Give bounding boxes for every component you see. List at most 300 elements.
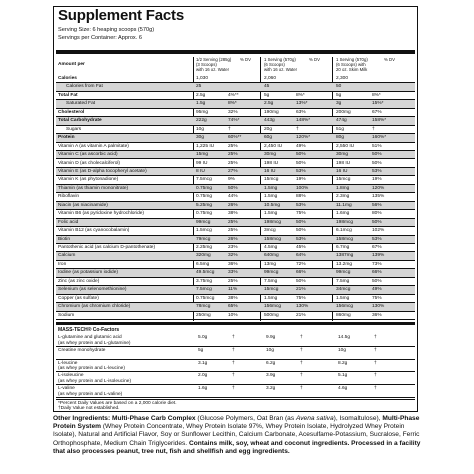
amount-half-serving: 1.5g [196,101,206,107]
dv-half-serving: 38% [228,211,238,217]
amount-per-label: Amount per [58,62,85,67]
amount-half-serving: 2.25mg [196,245,212,250]
dv-half-serving: 26% [228,236,238,242]
dv-serving-water: 53% [296,236,306,242]
dv-serving-milk: 73% [372,261,382,267]
nutrient-row [56,117,415,125]
dv-half-serving: 10% [228,312,238,318]
nutrient-row [56,227,415,235]
dv-serving-water: 63% [296,109,306,115]
amount-serving-water: 13mg [264,261,276,267]
protein-system-label: Multi-Phase Protein System [53,415,420,431]
cofactor-dv-half: † [232,360,235,366]
dv-half-serving: 36% [228,261,238,267]
amount-serving-milk: 13.2mg [336,261,352,267]
cofactor-dv-water: † [300,373,303,379]
nutrient-name: Thiamin (as thiamin mononitrate) [58,185,129,191]
dv-serving-water: † [296,126,299,132]
dv-serving-water: 21% [296,287,306,293]
carb-complex-italic: Avena sativa [295,415,334,422]
cofactor-dv-milk: † [374,386,377,392]
dv-half-serving: 44% [228,194,238,200]
dv-serving-milk: 130% [372,304,385,310]
nutrient-name: Protein [58,135,75,141]
nutrient-name: Vitamin B12 (as cyanocobalamin) [58,228,130,234]
col2-dv-header: % DV [309,57,320,62]
dv-serving-water: 130% [296,304,309,310]
nutrient-name: Cholesterol [58,109,85,115]
amount-half-serving: 30g [196,135,205,141]
dv-half-serving: 11% [228,287,238,293]
nutrient-row [56,295,415,303]
amount-serving-milk: 51g [336,126,345,132]
dv-half-serving: 25% [228,143,238,149]
amount-serving-water: 5g [264,92,270,98]
amount-half-serving: 1,030 [196,76,209,81]
nutrient-name: Copper (as sulfate) [58,295,99,301]
amount-serving-milk: 2,550 IU [336,143,355,149]
amount-serving-milk: 1.5mg [336,295,350,301]
dv-serving-water: 100% [296,185,309,191]
amount-half-serving: 1,225 IU [196,143,215,149]
dv-half-serving: 27% [228,168,238,174]
dv-serving-milk: 8%* [372,92,381,98]
dv-serving-water: 8%* [296,92,305,98]
nutrient-name: Vitamin A (as vitamin A palmitate) [58,143,129,149]
amount-serving-milk: 80g [336,135,345,141]
cofactor-dv-half: † [232,347,235,353]
dv-half-serving: 50% [228,185,238,191]
col2-header-2: (6 Scoops) [264,62,285,67]
cofactor-amount-milk: 14.5g [338,335,351,340]
cofactor-amount-half: 3.1g [198,360,208,366]
amount-serving-milk: 50 [336,84,342,90]
nutrient-name: Zinc (as zinc oxide) [58,278,100,284]
cofactor-dv-water: † [300,360,303,366]
cofactor-dv-milk: † [374,347,377,353]
cofactor-amount-half: 1.6g [198,386,208,392]
dv-serving-milk: † [372,126,375,132]
dv-serving-milk: 66% [372,270,382,276]
amount-serving-milk: 1.8mg [336,185,350,191]
cofactor-amount-milk: 10g [338,347,347,353]
dv-half-serving: 25% [228,278,238,284]
amount-serving-water: 45 [264,84,270,90]
dv-serving-milk: 50% [372,278,382,284]
amount-serving-milk: 11.1mg [336,202,352,208]
amount-serving-milk: 156mcg [336,304,354,310]
nutrient-row [56,286,415,294]
amount-half-serving: 49.5mcg [196,270,215,276]
dv-serving-water: 21% [296,312,306,318]
nutrient-name: Calories [58,76,77,81]
nutrient-row [56,168,415,176]
dv-half-serving: † [228,126,231,132]
protein-system-text: (Whey Protein Concentrate, Whey Protein Isolate 97%, Whey Protein Isolate, Hydrolyzed Whey Protein Isolate), Natural and Artificial Flavor, Soy or Sunflower Lecithin, Calcium Carbonate, Acesulfame-Potassium, Sucralose, Ferric Orthophosphate, Medium Chain Triglycerides. [53,423,420,447]
amount-serving-water: 190mg [264,109,279,115]
amount-serving-water: 640mg [264,253,279,259]
amount-serving-milk: 1387mg [336,253,354,259]
nutrient-name: Calories from Fat [66,84,103,90]
amount-half-serving: 78mcg [196,304,211,310]
amount-half-serving: 3.75mg [196,278,212,284]
amount-serving-milk: 30mg [336,152,348,158]
nutrient-row [56,151,415,159]
dv-serving-milk: 49% [372,287,382,293]
amount-serving-water: 99mcg [264,270,279,276]
col3-header-1: 1 Serving (570g) [336,57,368,62]
cofactor-amount-water: 3.9g [266,373,276,379]
nutrient-row [56,100,415,108]
cofactor-dv-half: † [232,335,235,340]
amount-serving-milk: 6.1mcg [336,228,352,234]
dv-serving-water: 50% [296,152,306,158]
other-ingredients [53,415,421,456]
dv-serving-water: 45% [296,245,306,250]
dv-serving-milk: 50% [372,160,382,166]
amount-serving-milk: 15mcg [336,177,351,183]
cofactor-row [56,360,415,373]
dv-half-serving: 9% [228,177,235,183]
amount-serving-water: 500mg [264,312,279,318]
dv-half-serving: 65% [228,304,238,310]
amount-half-serving: 320mg [196,253,211,259]
dv-serving-milk: 139% [372,253,385,259]
dv-half-serving: 32% [228,109,238,115]
nutrient-name: Calcium [58,253,76,259]
cofactor-name: L-valine [58,386,75,392]
dv-serving-milk: 67% [372,245,382,250]
carb-complex-label: Multi-Phase Carb Complex [112,415,196,422]
dv-half-serving: 23% [228,245,238,250]
nutrient-row [56,126,415,134]
dv-serving-milk: 56% [372,202,382,208]
nutrient-name: Vitamin C (as ascorbic acid) [58,152,118,158]
amount-serving-milk: 5g [336,92,342,98]
cofactor-amount-half: 5.0g [198,335,208,340]
nutrient-row [56,134,415,142]
amount-serving-milk: 158mcg [336,236,354,242]
dv-serving-water: 66% [296,270,306,276]
nutrient-row [56,303,415,311]
cofactor-dv-milk: † [374,360,377,366]
cofactor-name: Creatine monohydrate [58,347,106,353]
nutrient-name: Niacin (as niacinamide) [58,202,108,208]
amount-serving-water: 3mcg [264,228,276,234]
dv-serving-milk: 53% [372,236,382,242]
dv-serving-water: 88% [296,194,306,200]
col1-header-1: 1/2 Serving (285g) [196,57,232,62]
nutrient-row [56,269,415,277]
amount-serving-milk: 2,300 [336,76,349,81]
dv-half-serving: 38% [228,295,238,301]
nutrient-row [56,143,415,151]
amount-half-serving: 7.5mcg [196,177,212,183]
dv-serving-milk: 15%* [372,101,384,107]
dv-serving-milk: 51% [372,143,382,149]
amount-half-serving: 95mg [196,109,208,115]
carb-complex-tail: ), Isomaltulose), [333,415,381,422]
nutrient-name: Vitamin K (as phytonadione) [58,177,119,183]
amount-serving-water: 443g [264,118,275,124]
cofactor-dv-water: † [300,386,303,392]
cofactor-dv-water: † [300,335,303,340]
nutrient-row [56,160,415,168]
supplement-facts-panel [53,6,418,412]
dv-serving-water: 49% [296,143,306,149]
amount-half-serving: 0.75mg [196,194,212,200]
dv-serving-milk: 102% [372,228,385,234]
dv-half-serving: 33% [228,270,238,276]
col2-header-1: 1 Serving (570g) [264,57,296,62]
servings-per-container: Servings per Container: Approx. 6 [58,35,142,41]
amount-serving-water: 1.5mg [264,295,278,301]
nutrient-name: Riboflavin [58,194,80,200]
dv-serving-water: 50% [296,160,306,166]
dv-serving-water: 72% [296,261,306,267]
nutrient-row [56,312,415,320]
section-rule [56,322,415,325]
nutrient-name: Biotin [58,236,70,242]
amount-serving-milk: 7.5mg [336,278,350,284]
dv-serving-milk: 135% [372,194,385,200]
amount-serving-water: 20g [264,126,273,132]
nutrient-name: Total Carbohydrate [58,118,102,124]
amount-half-serving: 10g [196,126,205,132]
amount-half-serving: 2.5g [196,92,206,98]
cofactor-name: L-glutamine and glutamic acid [58,335,122,340]
nutrient-row [56,92,415,100]
dv-half-serving: 25% [228,228,238,234]
nutrient-name: Vitamin B6 (as pyridoxine hydrochloride) [58,211,145,217]
nutrient-name: Vitamin E (as D-alpha tocopheryl acetate) [58,168,147,174]
dv-half-serving: 60%** [228,135,242,141]
amount-half-serving: 1.5mcg [196,228,212,234]
dv-serving-milk: 19% [372,177,382,183]
nutrient-name: Pantothenic acid (as calcium D-pantothenate) [58,245,156,250]
amount-half-serving: 222g [196,118,207,124]
thick-rule [56,50,415,54]
nutrient-row [56,278,415,286]
amount-serving-water: 4.5mg [264,245,278,250]
cofactor-dv-milk: † [374,373,377,379]
cofactor-row [56,385,415,398]
dv-serving-milk: 50% [372,219,382,225]
nutrient-name: Vitamin D (as cholecalciferol) [58,160,121,166]
cofactor-amount-half: 2.0g [198,373,208,379]
col1-header-2: (3 Scoops) [196,62,217,67]
amount-serving-water: 158mcg [264,236,282,242]
amount-serving-water: 198mcg [264,219,282,225]
amount-serving-milk: 16 IU [336,168,348,174]
cofactor-dv-water: † [300,347,303,353]
dv-serving-water: 75% [296,211,306,217]
amount-half-serving: 99 IU [196,160,208,166]
dv-serving-milk: 158%* [372,118,387,124]
nutrient-row [56,75,415,83]
amount-half-serving: 7.5mcg [196,287,212,293]
amount-serving-milk: 6.7mg [336,245,350,250]
nutrient-row [56,210,415,218]
dv-serving-water: 13%* [296,101,308,107]
amount-serving-milk: 34mcg [336,287,351,293]
cofactor-amount-milk: 4.6g [338,386,348,392]
amount-serving-water: 156mcg [264,304,282,310]
cofactor-dv-half: † [232,386,235,392]
nutrient-row [56,236,415,244]
cofactor-dv-half: † [232,373,235,379]
nutrient-name: Sugars [66,126,82,132]
nutrient-row [56,185,415,193]
cofactor-source: (as whey protein and L-leucine) [58,366,125,372]
amount-serving-water: 30mg [264,152,276,158]
amount-half-serving: 25 [196,84,202,90]
nutrient-name: Saturated Fat [66,101,96,107]
nutrient-name: Selenium (as selenomethionine) [58,287,127,293]
nutrient-row [56,202,415,210]
amount-half-serving: 0.75mg [196,211,212,217]
cofactor-amount-water: 10g [266,347,275,353]
nutrient-row [56,193,415,201]
nutrient-row [56,83,415,91]
dv-half-serving: 25% [228,152,238,158]
dv-serving-water: 50% [296,278,306,284]
dv-serving-water: 50% [296,228,306,234]
dv-serving-milk: 50% [372,152,382,158]
amount-serving-milk: 99mcg [336,270,351,276]
col1-dv-header: % DV [240,57,251,62]
amount-half-serving: 99mcg [196,219,211,225]
col3-dv-header: % DV [384,57,395,62]
dv-serving-water: 50% [296,219,306,225]
amount-serving-water: 15mcg [264,287,279,293]
amount-serving-milk: 860mg [336,312,351,318]
nutrient-name: Iron [58,261,67,267]
cofactor-amount-water: 3.2g [266,386,276,392]
dv-half-serving: 74%* [228,118,240,124]
amount-half-serving: 79mcg [196,236,211,242]
cofactor-row [56,334,415,347]
amount-half-serving: 15mg [196,152,208,158]
dv-serving-water: 53% [296,202,306,208]
dv-half-serving: 8%* [228,101,237,107]
amount-serving-milk: 2.3mg [336,194,350,200]
nutrient-name: Sodium [58,312,75,318]
nutrient-row [56,252,415,260]
carb-complex-text: (Glucose Polymers, Oat Bran (as [197,415,295,422]
amount-serving-water: 1.5mg [264,185,278,191]
col1-header-3: with 16 oz. Water [196,67,230,72]
col3-header-3: 20 oz. Skim Milk [336,67,368,72]
amount-serving-milk: 1.6mg [336,211,350,217]
dv-half-serving: 25% [228,219,238,225]
nutrient-name: Folic acid [58,219,79,225]
allergen-statement: Contains milk, soy, wheat and coconut ingredients. Processed in a facility that also processes peanut, tree nut, fish and shellfish and egg ingredients. [53,439,421,455]
dv-half-serving: 4%** [228,92,239,98]
cofactor-amount-water: 6.2g [266,360,276,366]
dv-serving-water: 19% [296,177,306,183]
dv-serving-milk: 67% [372,109,382,115]
col2-header-3: with 16 oz. Water [264,67,298,72]
dv-serving-milk: 53% [372,168,382,174]
amount-serving-water: 10.5mg [264,202,280,208]
footnote-dv: *Percent Daily Values are based on a 2,000 calorie diet. [58,401,177,406]
nutrient-row [56,219,415,227]
amount-serving-milk: 200mg [336,109,351,115]
dv-serving-water: 53% [296,168,306,174]
amount-serving-water: 198 IU [264,160,279,166]
dv-serving-milk: 80% [372,211,382,217]
cofactor-amount-half: 5g [198,347,204,353]
amount-serving-water: 1.5mg [264,211,278,217]
amount-half-serving: 0.75mcg [196,295,215,301]
cofactor-name: L-isoleucine [58,373,84,379]
amount-half-serving: 0.75mg [196,185,212,191]
cofactor-amount-milk: 5.1g [338,373,348,379]
amount-serving-water: 2,450 IU [264,143,283,149]
dv-serving-water: 64% [296,253,306,259]
dv-serving-milk: 36% [372,312,382,318]
cofactor-dv-milk: † [374,335,377,340]
amount-serving-water: 60g [264,135,273,141]
dv-half-serving: 25% [228,160,238,166]
cofactor-name: L-leucine [58,360,78,366]
cofactor-row [56,347,415,360]
cofactors-title: MASS-TECH® Co-Factors [58,327,120,333]
dv-serving-water: 75% [296,295,306,301]
cofactor-source: (as whey protein and L-valine) [58,391,123,397]
panel-title: Supplement Facts [58,7,184,24]
nutrient-row [56,244,415,252]
amount-serving-milk: 3g [336,101,342,107]
nutrient-name: Iodine (as potassium iodide) [58,270,118,276]
bottom-rule [56,399,415,400]
dv-serving-water: 148%* [296,118,311,124]
amount-half-serving: 250mg [196,312,211,318]
cofactor-amount-milk: 8.2g [338,360,348,366]
dv-serving-milk: 120% [372,185,385,191]
amount-serving-water: 7.5mg [264,278,278,284]
amount-serving-water: 1.5mg [264,194,278,200]
amount-half-serving: 6.5mg [196,261,210,267]
dv-serving-milk: 75% [372,295,382,301]
amount-serving-milk: 198 IU [336,160,351,166]
amount-serving-water: 16 IU [264,168,276,174]
dv-serving-water: 120%* [296,135,311,141]
footnote-dagger: †Daily Value not established. [58,406,120,411]
dv-serving-milk: 160%* [372,135,387,141]
other-ingredients-lead: Other Ingredients: [53,415,111,422]
cofactor-source: (as whey protein and L-isoleucine) [58,378,132,384]
cofactor-source: (as whey protein and L-glutamine) [58,340,131,346]
nutrient-name: Total Fat [58,92,78,98]
cofactor-amount-water: 9.9g [266,335,276,340]
amount-half-serving: 8 IU [196,168,205,174]
dv-half-serving: 26% [228,202,238,208]
amount-serving-water: 15mcg [264,177,279,183]
serving-size: Serving Size: 6 heaping scoops (570g) [58,27,155,33]
amount-serving-milk: 474g [336,118,347,124]
col3-header-2: (6 Scoops) with [336,62,366,67]
dv-half-serving: 32% [228,253,238,259]
nutrient-row [56,261,415,269]
amount-serving-milk: 198mcg [336,219,354,225]
nutrient-name: Chromium (as chromium chloride) [58,304,131,310]
nutrient-row [56,109,415,117]
amount-serving-water: 2.5g [264,101,274,107]
amount-serving-water: 2,060 [264,76,277,81]
nutrient-row [56,176,415,184]
